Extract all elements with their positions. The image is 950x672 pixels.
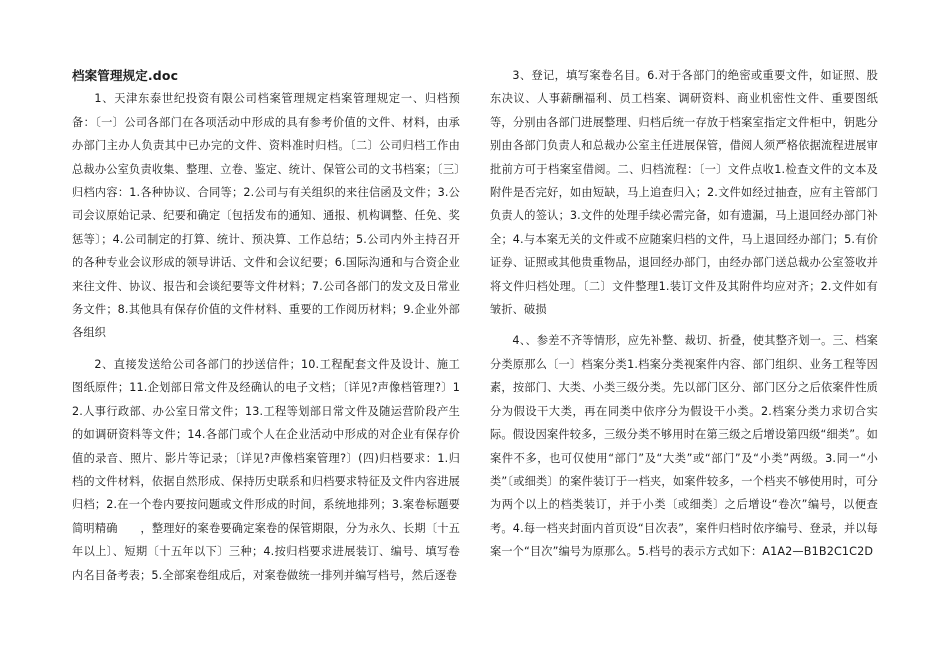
paragraph-1: 1、天津东泰世纪投资有限公司档案管理规定档案管理规定一、归档预备：〔一〕公司各部门在各项活动中形成的具有参考价值的文件、材料，由承办部门主办人负责其中已办完的文件、资料准时归档。〔二〕公司归档工作由总裁办公室负责收集、整理、立卷、鉴定、统计、保管公司的文书档案；〔三〕归档内容：1.各种协议、合同等；2.公司与有关组织的来往信函及文件；3.公司会议原始记录、纪要和确定〔包括发布的通知、通报、机构调整、任免、奖惩等〕；4.公司制定的打算、统计、预决算、工作总结；5.公司内外主持召开的各种专业会议形成的领导讲话、文件和会议纪要；6.国际沟通和与合资企业来往文件、协议、报告和会谈纪要等文件材料；7.公司各部门的发文及日常业务文件；8.其他具有保存价值的文件材料、重要的工作阅历材料；9.企业外部各组织	[72, 92, 460, 340]
left-column	[72, 64, 460, 595]
paragraph-3: 3、登记，填写案卷名目。6.对于各部门的绝密或重要文件，如证照、股东决议、人事薪酬福利、员工档案、调研资料、商业机密性文件、重要图纸等，分别由各部门进展整理、归档后统一存放于档案室指定文件柜中，钥匙分别由各部门负责人和总裁办公室主任进展保管，借阅人须严格依据流程进展审批前方可于档案室借阅。二、归档流程：〔一〕文件点收1.检查文件的文本及附件是否完好，如由短缺，马上追查归入；2.文件如经过抽查，应有主管部门负责人的签认；3.文件的处理手续必需完备，如有遗漏，马上退回经办部门补全；4.与本案无关的文件或不应随案归档的文件，马上退回经办部门；5.有价证券、证照或其他贵重物品，退回经办部门，由经办部门送总裁办公室签收并将文件归档处理。〔二〕文件整理1.装订文件及其附件均应对齐；2.文件如有皱折、破损	[490, 69, 878, 317]
right-column	[490, 64, 878, 572]
paragraph-4: 4、、参差不齐等情形，应先补整、裁切、折叠，使其整齐划一。三、档案分类原那么〔一〕档案分类1.档案分类视案件内容、部门组织、业务工程等因素，按部门、大类、小类三级分类。先以部门区分、部门区分之后依案件性质分为假设干大类，再在同类中依序分为假设干小类。2.档案分类力求切合实际。假设因案件较多，三级分类不够用时在第三级之后增设第四级“细类”。如案件不多，也可仅使用“部门”及“大类”或“部门”及“小类”两级。3.同一“小类”〔或细类〕的案件装订于一档夹，如案件较多，一个档夹不够使用时，可分为两个以上的档类装订，并于小类〔或细类〕之后增设“卷次”编号，以便查考。4.每一档夹封面内首页设“目次表”，案件归档时依序编号、登录，并以每案一个“目次”编号为原那么。5.档号的表示方式如下：A1A2—B1B2C1C2D	[490, 334, 878, 559]
paragraph-2: 2、直接发送给公司各部门的抄送信件；10.工程配套文件及设计、施工图纸原件；11.企划部日常文件及经确认的电子文档；〔详见?声像档管理?〕12.人事行政部、办公室日常文件；13.工程等划部日常文件及随运营阶段产生的如调研资料等文件；14.各部门或个人在企业活动中形成的对企业有保存价值的录音、照片、影片等记录；〔详见?声像档案管理?〕(四)归档要求：1.归档的文件材料，依据自然形成、保持历史联系和归档要求特征及文件内容进展归档；2.在一个卷内要按问题或文件形成的时间，系统地排列；3.案卷标题要简明精确 ，整理好的案卷要确定案卷的保管期限，分为永久、长期〔十五年以上〕、短期〔十五年以下〕三种；4.按归档要求进展装订、编号、填写卷内名目备考表；5.全部案卷组成后，对案卷做统一排列并编写档号，然后逐卷	[72, 357, 460, 582]
document-title: 档案管理规定.doc	[72, 68, 179, 83]
